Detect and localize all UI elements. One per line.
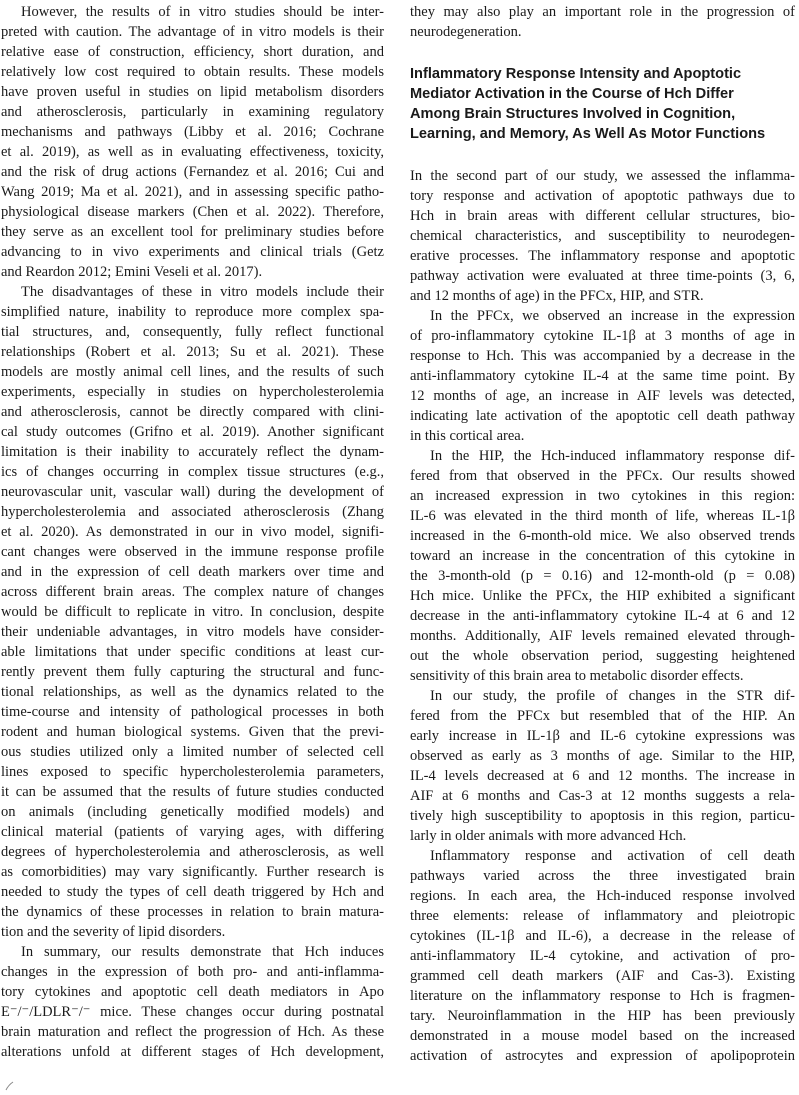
text-line: tion and the severity of lipid disorders. [1, 924, 226, 940]
text-line: and atherosclerosis, particularly in examining regulatory [1, 104, 384, 120]
text-line: months. Additionally, AIF levels remained elevated through- [410, 628, 795, 644]
text-line: fered from the PFCx but resembled that of the HIP. An [410, 708, 795, 724]
text-line: et al. 2019), as well as in evaluating effectiveness, toxicity, [1, 144, 384, 160]
text-line: relationships (Robert et al. 2013; Su et al. 2021). These [1, 344, 384, 360]
text-line: three elements: release of inflammatory and pleiotropic [410, 908, 795, 924]
text-line: increased in the 6-month-old mice. We also observed trends [410, 528, 795, 544]
text-line: IL-6 was elevated in the third month of life, whereas IL-1β [410, 508, 795, 524]
right-column [410, 2, 795, 1066]
text-line: response to Hch. This was accompanied by a decrease in the [410, 348, 795, 364]
text-line: as comorbidities) may vary significantly. Further research is [1, 864, 384, 880]
text-line: anti-inflammatory cytokine IL-4 at the same time point. By [410, 368, 795, 384]
text-line: and the risk of drug actions (Fernandez et al. 2016; Cui and [1, 164, 384, 180]
text-line: erative processes. The inflammatory response and apoptotic [410, 248, 795, 264]
paragraph-pfcx [410, 306, 795, 446]
text-line: tory response and activation of apoptotic pathways due to [410, 188, 795, 204]
paragraph-continuation [410, 2, 795, 42]
text-line: In summary, our results demonstrate that Hch induces [21, 944, 384, 960]
text-line: activation of astrocytes and expression of apolipoprotein [410, 1048, 795, 1064]
paragraph-in-vitro-caution [1, 2, 384, 282]
text-line: E⁻/⁻/LDLR⁻/⁻ mice. These changes occur during postnatal [1, 1004, 384, 1020]
text-line: ics of changes occurring in complex tissue structures (e.g., [1, 464, 384, 480]
text-line: rently prevent them fully capturing the structural and func- [1, 664, 384, 680]
paragraph-hip [410, 446, 795, 686]
text-line: the dynamics of these processes in relation to brain matura- [1, 904, 384, 920]
text-line: and 12 months of age) in the PFCx, HIP, and STR. [410, 288, 704, 304]
text-line: on animals (including genetically modified models) and [1, 804, 384, 820]
text-line: they serve as an excellent tool for preliminary studies before [1, 224, 384, 240]
text-line: Hch in brain areas with different cellular structures, bio- [410, 208, 795, 224]
text-line: clinical material (patients of varying ages, with differing [1, 824, 384, 840]
text-line: mechanisms and pathways (Libby et al. 2016; Cochrane [1, 124, 384, 140]
text-line: 12 months of age, an increase in AIF levels was detected, [410, 388, 795, 404]
text-line: limitation is their inability to accurately reflect the dynam- [1, 444, 384, 460]
text-line: relative ease of construction, efficiency, short duration, and [1, 44, 384, 60]
text-line: tional relationships, as well as the dynamics related to the [1, 684, 384, 700]
text-line: chemical characteristics, and susceptibility to neurodegen- [410, 228, 795, 244]
text-line: In the HIP, the Hch-induced inflammatory response dif- [430, 448, 795, 464]
text-line: physiological disease markers (Chen et al. 2022). Therefore, [1, 204, 384, 220]
spacer [410, 42, 795, 64]
text-line: larly in older animals with more advanced Hch. [410, 828, 687, 844]
heading-line: Inflammatory Response Intensity and Apoptotic [410, 66, 742, 82]
text-line: brain maturation and reflect the progression of Hch. As these [1, 1024, 384, 1040]
text-line: Hch mice. Unlike the PFCx, the HIP exhibited a significant [410, 588, 795, 604]
text-line: IL-4 levels decreased at 6 and 12 months. The increase in [410, 768, 795, 784]
heading-line: Among Brain Structures Involved in Cognition, [410, 106, 736, 122]
text-line: able limitations that under specific conditions at least cur- [1, 644, 384, 660]
text-line: decrease in the anti-inflammatory cytokine IL-4 at 6 and 12 [410, 608, 795, 624]
text-line: However, the results of in vitro studies should be inter- [21, 4, 384, 20]
paragraph-regions [410, 846, 795, 1066]
paragraph-summary [1, 942, 384, 1062]
text-line: indicating late activation of the apoptotic cell death pathway [410, 408, 795, 424]
text-line: In our study, the profile of changes in the STR dif- [430, 688, 795, 704]
text-line: advancing to in vivo experiments and clinical trials (Getz [1, 244, 384, 260]
text-line: sensitivity of this brain area to metabolic disorder effects. [410, 668, 744, 684]
text-line: and Reardon 2012; Emini Veseli et al. 2017). [1, 264, 263, 280]
text-line: cytokines (IL-1β and IL-6), a decrease in the release of [410, 928, 795, 944]
text-line: out the whole observation period, suggesting heightened [410, 648, 795, 664]
text-line: neurodegeneration. [410, 24, 522, 40]
text-line: fered from that observed in the PFCx. Our results showed [410, 468, 795, 484]
text-line: have proven useful in studies on lipid metabolism disorders [1, 84, 384, 100]
text-line: tory cytokines and apoptotic cell death mediators in Apo [1, 984, 384, 1000]
text-line: of pro-inflammatory cytokine IL-1β at 3 months of age in [410, 328, 795, 344]
text-line: Wang 2019; Ma et al. 2021), and in assessing specific patho- [1, 184, 384, 200]
text-line: their undeniable advantages, in vitro models have consider- [1, 624, 384, 640]
text-line: cal study outcomes (Grifno et al. 2019). Another significant [1, 424, 384, 440]
text-line: they may also play an important role in the progression of [410, 4, 795, 20]
text-line: neurovascular unit, vascular wall) during the development of [1, 484, 384, 500]
text-line: ous studies utilized only a limited number of selected cell [1, 744, 384, 760]
corner-mark-icon [4, 1080, 16, 1092]
text-line: regions. In each area, the Hch-induced response involved [410, 888, 795, 904]
text-line: toward an increase in the concentration of this cytokine in [410, 548, 795, 564]
text-line: experiments, especially in studies on hypercholesterolemia [1, 384, 384, 400]
text-line: models are mostly animal cell lines, and the results of such [1, 364, 384, 380]
text-line: In the PFCx, we observed an increase in the expression [430, 308, 795, 324]
text-line: simplified nature, inability to reproduce more complex spa- [1, 304, 384, 320]
text-line: rodent and human biological systems. Given that the previ- [1, 724, 384, 740]
text-line: an increased expression in two cytokines in this region: [410, 488, 795, 504]
text-line: anti-inflammatory IL-4 cytokine, and activation of pro- [410, 948, 795, 964]
text-line: grammed cell death markers (AIF and Cas-3). Existing [410, 968, 795, 984]
text-line: observed as early as 3 months of age. Similar to the HIP, [410, 748, 795, 764]
text-line: alterations unfold at different stages of Hch development, [1, 1044, 384, 1060]
text-line: literature on the inflammatory response to Hch is fragmen- [410, 988, 795, 1004]
text-line: AIF at 6 months and Cas-3 at 12 months suggests a rela- [410, 788, 795, 804]
text-line: The disadvantages of these in vitro models include their [21, 284, 384, 300]
text-line: the 3-month-old (p = 0.16) and 12-month-old (p = 0.08) [410, 568, 795, 584]
text-line: hypercholesterolemia and associated atherosclerosis (Zhang [1, 504, 384, 520]
left-column [1, 2, 384, 1062]
text-line: relatively low cost required to obtain results. These models [1, 64, 384, 80]
heading-line: Learning, and Memory, As Well As Motor Functions [410, 126, 766, 142]
text-line: et al. 2020). As demonstrated in our in vivo model, signifi- [1, 524, 384, 540]
text-line: pathway activation were evaluated at three time-points (3, 6, [410, 268, 795, 284]
text-line: would be difficult to replicate in vitro. In conclusion, despite [1, 604, 384, 620]
text-line: across different brain areas. The complex nature of changes [1, 584, 384, 600]
text-line: time-course and intensity of pathological processes in both [1, 704, 384, 720]
text-line: cant changes were observed in the immune response profile [1, 544, 384, 560]
text-line: degrees of hypercholesterolemia and atherosclerosis, as well [1, 844, 384, 860]
section-heading [410, 64, 795, 144]
text-line: tary. Neuroinflammation in the HIP has been previously [410, 1008, 795, 1024]
text-line: lines exposed to specific hypercholesterolemia parameters, [1, 764, 384, 780]
text-line: needed to study the types of cell death triggered by Hch and [1, 884, 384, 900]
text-line: in this cortical area. [410, 428, 525, 444]
text-line: demonstrated in a mouse model based on the increased [410, 1028, 795, 1044]
paragraph-second-part [410, 166, 795, 306]
text-line: tial structures, and, consequently, fully reflect functional [1, 324, 384, 340]
text-line: it can be assumed that the results of future studies conducted [1, 784, 384, 800]
text-line: and atherosclerosis, cannot be directly compared with clini- [1, 404, 384, 420]
text-line: In the second part of our study, we assessed the inflamma- [410, 168, 795, 184]
text-line: and in the expression of cell death markers over time and [1, 564, 384, 580]
paragraph-str [410, 686, 795, 846]
text-line: early increase in IL-1β and IL-6 cytokine expressions was [410, 728, 795, 744]
text-line: pathways varied across the three investigated brain [410, 868, 795, 884]
text-line: changes in the expression of both pro- and anti-inflamma- [1, 964, 384, 980]
heading-line: Mediator Activation in the Course of Hch Differ [410, 86, 734, 102]
text-line: tively high susceptibility to apoptosis in this region, particu- [410, 808, 795, 824]
paragraph-in-vitro-disadvantages [1, 282, 384, 942]
text-line: preted with caution. The advantage of in vitro models is their [1, 24, 384, 40]
text-line: Inflammatory response and activation of cell death [430, 848, 795, 864]
spacer [410, 144, 795, 166]
